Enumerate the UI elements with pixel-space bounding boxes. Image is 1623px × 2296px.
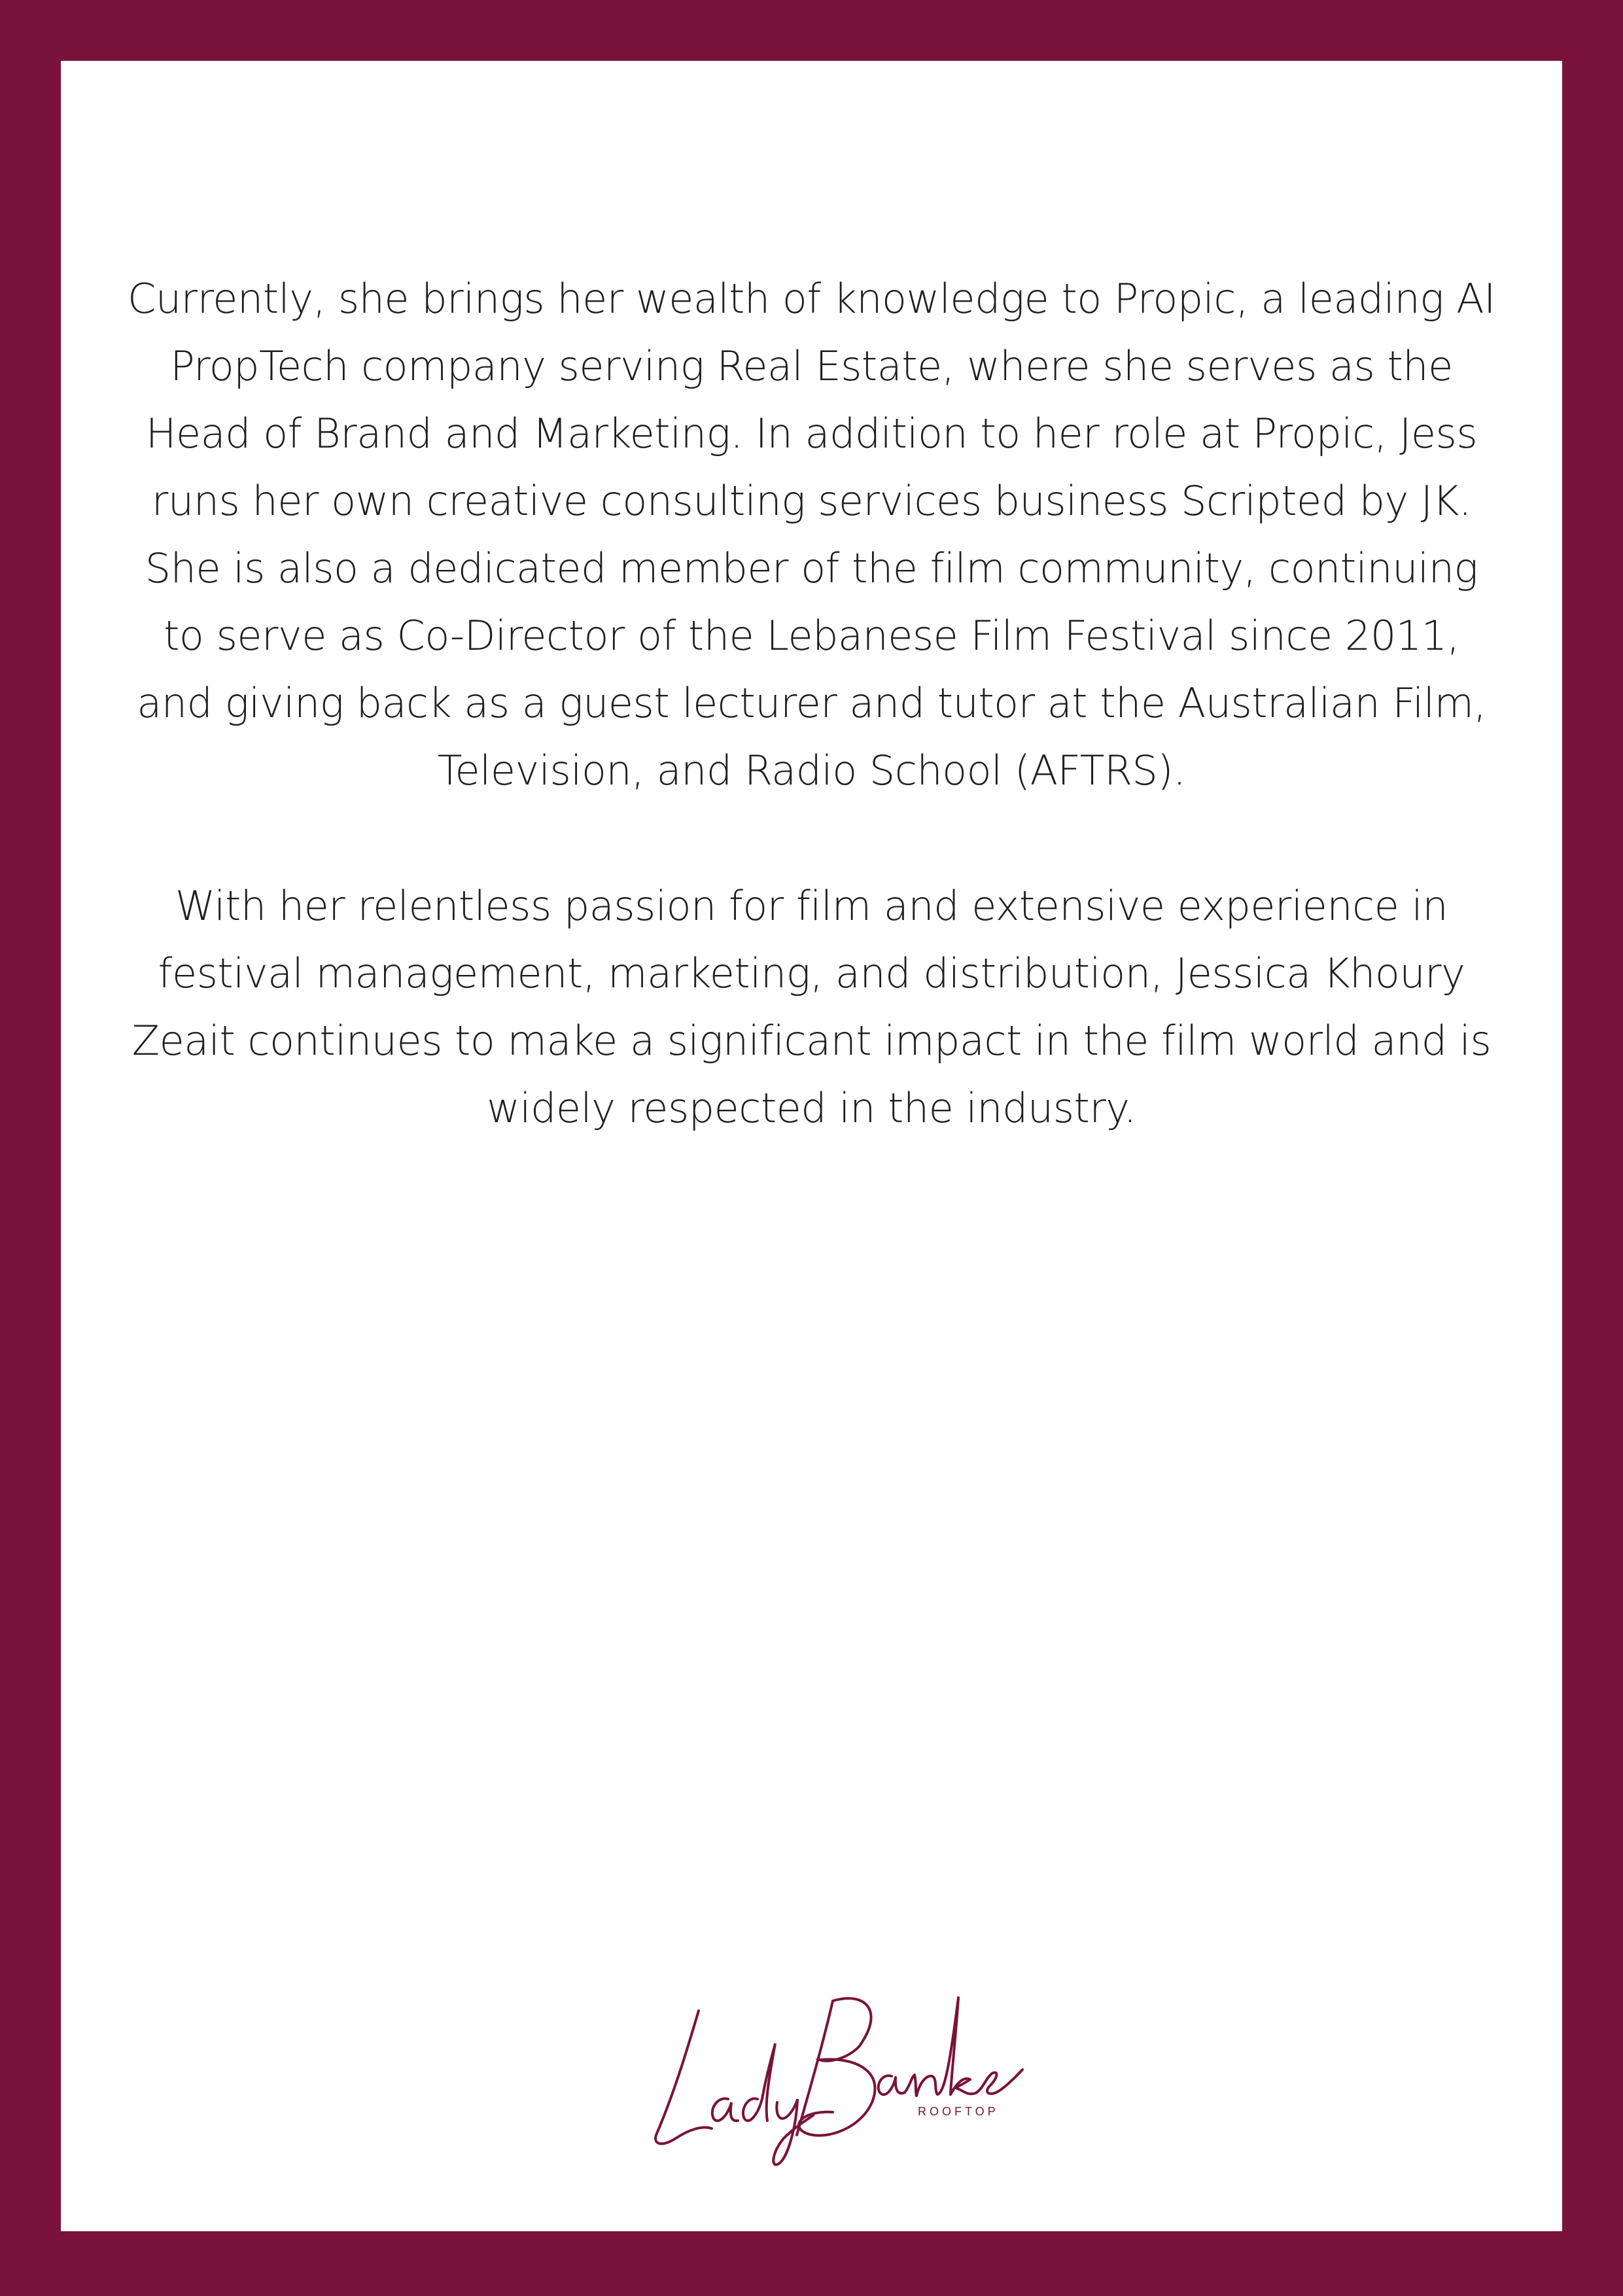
logo-subtitle: ROOFTOP: [918, 2105, 999, 2118]
body-paragraph-1: Currently, she brings her wealth of knowledge to Propic, a leading AI PropTech company serving Real Estate, where she serves as the Head of Brand and Marketing. In addition to her role at Propic, Jess runs her own creative consulting services business Scripted by JK. She is also a dedicated member of the film community, continuing to serve as Co-Director of the Lebanese Film Festival since 2011, and giving back as a guest lecturer and tutor at the Australian Film, Television, and Radio School (AFTRS).: [128, 275, 1495, 794]
lady-banks-logo: [637, 1939, 1042, 2174]
body-paragraph-2: With her relentless passion for film and extensive experience in festival management, marketing, and distribution, Jessica Khoury Zeait continues to make a significant impact in the film world and is widely respected in the industry.: [131, 882, 1492, 1132]
document-page: [61, 61, 1562, 2231]
logo-svg: [637, 1939, 1042, 2174]
